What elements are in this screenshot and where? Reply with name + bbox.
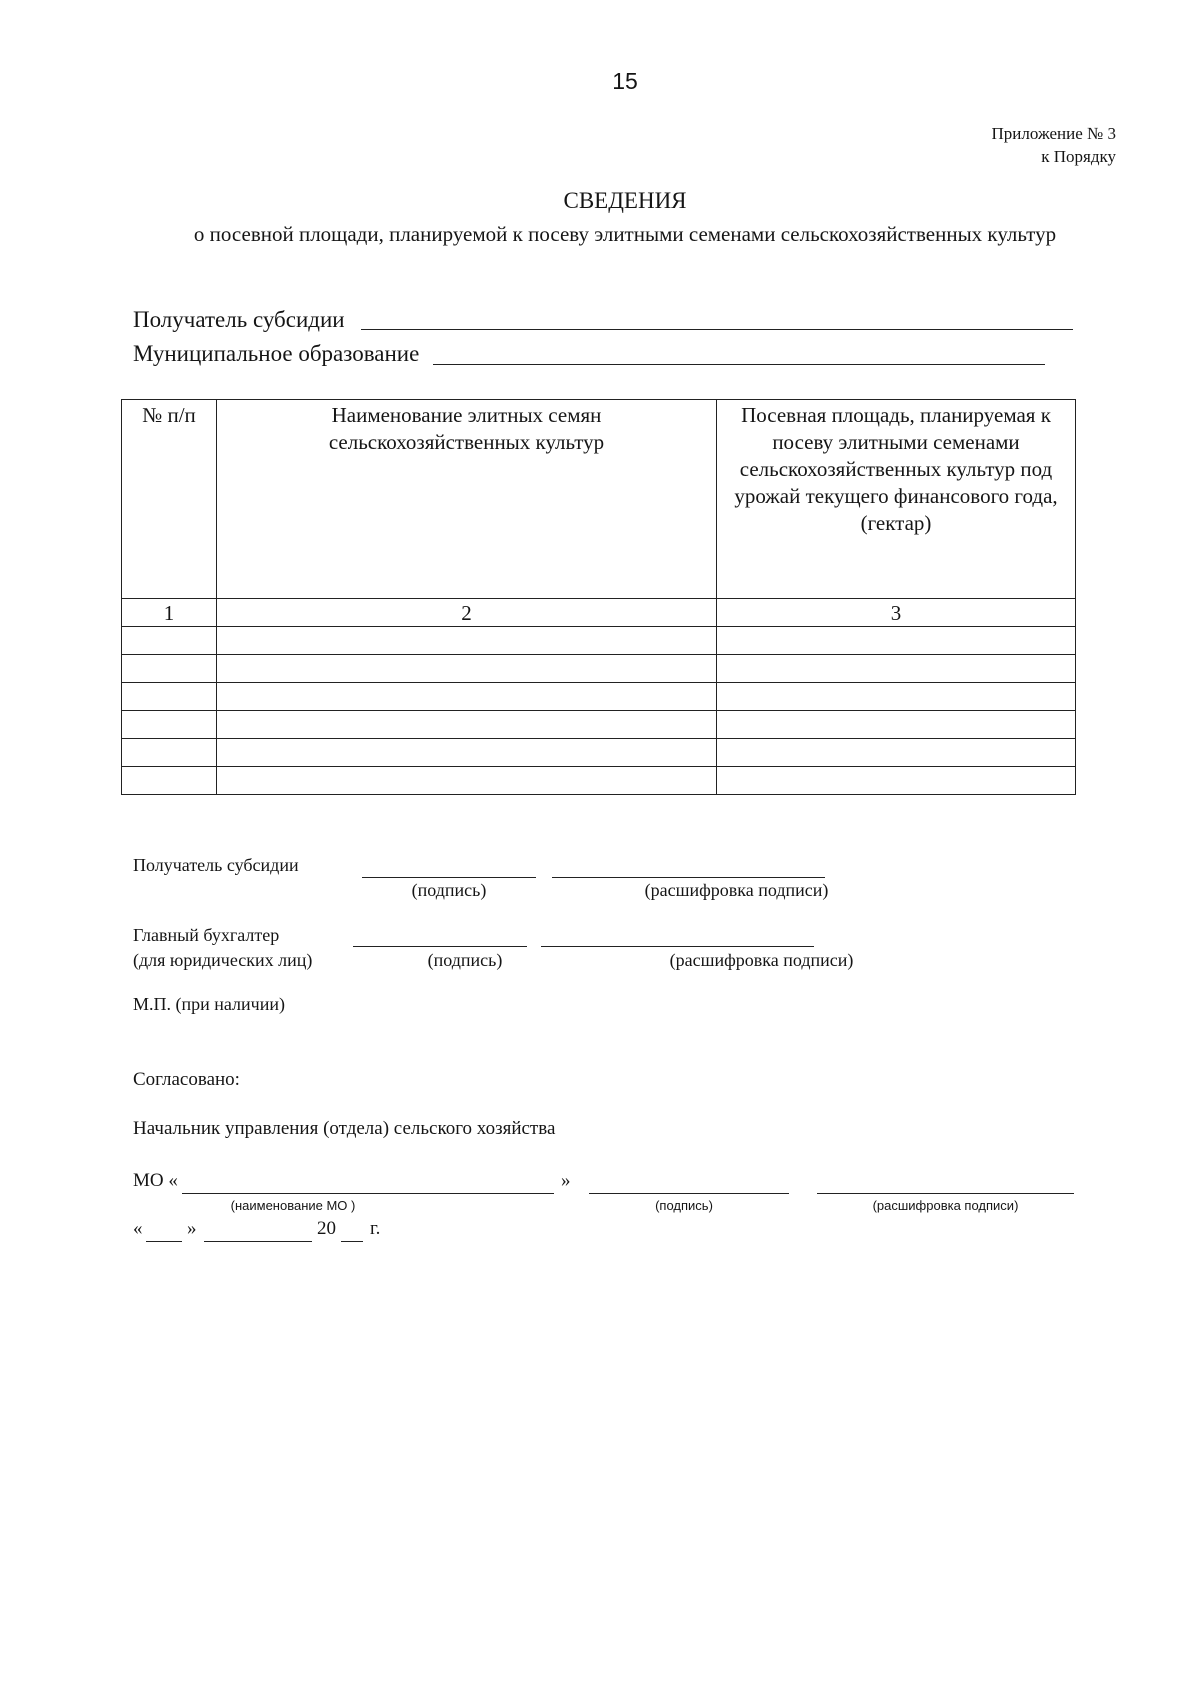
agreed-label: Согласовано: xyxy=(133,1069,240,1090)
table-row xyxy=(122,655,1076,683)
mo-name-caption: (наименование МО ) xyxy=(230,1198,356,1213)
approval-decryption-line[interactable] xyxy=(817,1193,1074,1194)
accountant-decryption-caption: (расшифровка подписи) xyxy=(669,950,854,970)
head-of-department-label: Начальник управления (отдела) сельского хозяйства xyxy=(133,1118,556,1139)
stamp-note: М.П. (при наличии) xyxy=(133,994,285,1014)
cell-area[interactable] xyxy=(717,655,1076,683)
year-suffix: г. xyxy=(370,1218,381,1239)
accountant-label: Главный бухгалтер xyxy=(133,925,280,945)
table-row xyxy=(122,711,1076,739)
cell-number[interactable] xyxy=(122,627,217,655)
cell-number[interactable] xyxy=(122,767,217,795)
date-year-line[interactable] xyxy=(341,1241,363,1242)
cell-seed-name[interactable] xyxy=(217,739,717,767)
column-number-3: 3 xyxy=(717,599,1076,627)
header-seed-name: Наименование элитных семян сельскохозяйственных культур xyxy=(217,400,717,599)
cell-area[interactable] xyxy=(717,711,1076,739)
table-row xyxy=(122,739,1076,767)
column-number-1: 1 xyxy=(122,599,217,627)
accountant-sublabel: (для юридических лиц) xyxy=(133,950,313,970)
page-number: 15 xyxy=(612,68,638,94)
cell-area[interactable] xyxy=(717,627,1076,655)
table-row xyxy=(122,683,1076,711)
accountant-decryption-line[interactable] xyxy=(541,946,814,947)
header-sowing-area: Посевная площадь, планируемая к посеву элитными семенами сельскохозяйственных культур под урожай текущего финансового года, (гектар) xyxy=(717,400,1076,599)
cell-number[interactable] xyxy=(122,655,217,683)
document-title: СВЕДЕНИЯ xyxy=(563,188,687,213)
date-day-line[interactable] xyxy=(146,1241,182,1242)
mo-name-line[interactable] xyxy=(182,1193,554,1194)
cell-number[interactable] xyxy=(122,739,217,767)
table-row xyxy=(122,627,1076,655)
municipality-label: Муниципальное образование xyxy=(133,341,420,366)
recipient-signature-caption: (подпись) xyxy=(411,880,487,900)
recipient-signature-line[interactable] xyxy=(362,877,536,878)
cell-area[interactable] xyxy=(717,767,1076,795)
cell-number[interactable] xyxy=(122,711,217,739)
date-close-quote: » xyxy=(187,1218,197,1239)
approval-decryption-caption: (расшифровка подписи) xyxy=(872,1198,1019,1213)
cell-area[interactable] xyxy=(717,683,1076,711)
appendix-reference xyxy=(992,122,1116,168)
cell-number[interactable] xyxy=(122,683,217,711)
recipient-input-line[interactable] xyxy=(361,329,1073,330)
signature-recipient-label: Получатель субсидии xyxy=(133,855,299,875)
header-row-number: № п/п xyxy=(122,400,217,599)
column-number-2: 2 xyxy=(217,599,717,627)
cell-seed-name[interactable] xyxy=(217,683,717,711)
cell-seed-name[interactable] xyxy=(217,711,717,739)
document-subtitle: о посевной площади, планируемой к посеву элитными семенами сельскохозяйственных культур xyxy=(193,222,1057,246)
cell-seed-name[interactable] xyxy=(217,655,717,683)
recipient-label: Получатель субсидии xyxy=(133,307,345,332)
table-row xyxy=(122,767,1076,795)
approval-signature-caption: (подпись) xyxy=(655,1198,713,1213)
accountant-signature-line[interactable] xyxy=(353,946,527,947)
appendix-line-2: к Порядку xyxy=(1041,147,1116,166)
appendix-line-1: Приложение № 3 xyxy=(991,124,1116,143)
year-prefix: 20 xyxy=(317,1218,336,1239)
cell-seed-name[interactable] xyxy=(217,627,717,655)
accountant-signature-caption: (подпись) xyxy=(427,950,503,970)
date-open-quote: « xyxy=(133,1218,143,1239)
mo-close-quote: » xyxy=(561,1170,571,1191)
recipient-decryption-line[interactable] xyxy=(552,877,825,878)
sowing-area-table xyxy=(121,399,1076,795)
date-month-line[interactable] xyxy=(204,1241,312,1242)
cell-area[interactable] xyxy=(717,739,1076,767)
cell-seed-name[interactable] xyxy=(217,767,717,795)
municipality-input-line[interactable] xyxy=(433,364,1045,365)
recipient-decryption-caption: (расшифровка подписи) xyxy=(644,880,829,900)
mo-prefix: МО « xyxy=(133,1170,178,1191)
approval-signature-line[interactable] xyxy=(589,1193,789,1194)
